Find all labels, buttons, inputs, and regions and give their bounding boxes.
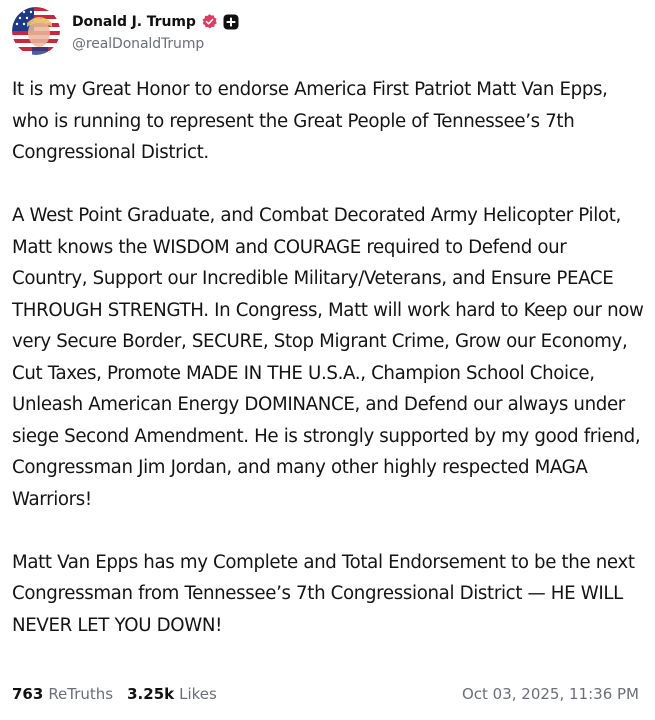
post-footer [12,682,639,706]
verified-badge-icon [201,13,218,30]
likes-stat[interactable] [127,685,217,703]
post-paragraph: Matt Van Epps has my Complete and Total Endorsement to be the next Congressman from Tennessee’s 7th Congressional District — HE WILL NEVER LET YOU DOWN! [12,551,635,636]
retruths-label: ReTruths [48,685,114,703]
likes-label: Likes [179,685,217,703]
likes-count: 3.25k [127,685,175,703]
user-handle[interactable]: @realDonaldTrump [72,35,205,52]
author-block [72,11,239,52]
display-name[interactable]: Donald J. Trump [72,13,196,30]
post-paragraph: It is my Great Honor to endorse America First Patriot Matt Van Epps, who is running to represent the Great People of Tennessee’s 7th Congressional District. [12,79,608,163]
avatar[interactable] [12,7,60,55]
post-paragraph: A West Point Graduate, and Combat Decorated Army Helicopter Pilot, Matt knows the WISDOM and COURAGE required to Defend our Country, Support our Incredible Military/Veterans, and Ensure PEACE THROUGH STRENGTH. In Congress, Matt will work hard to Keep our now very Secure Border, SECURE, Stop Migrant Crime, Grow our Economy, Cut Taxes, Promote MADE IN THE U.S.A., Champion School Choice, Unleash American Energy DOMINANCE, and Defend our always under siege Second Amendment. He is strongly supported by my good friend, Congressman Jim Jordan, and many other highly respected MAGA Warriors! [12,205,644,510]
name-row [72,11,239,33]
post-timestamp[interactable]: Oct 03, 2025, 11:36 PM [461,685,639,703]
post-content [12,74,644,641]
post-header [12,6,239,56]
retruths-stat[interactable] [12,685,113,703]
plus-square-icon[interactable] [223,14,239,30]
retruths-count: 763 [12,685,44,703]
